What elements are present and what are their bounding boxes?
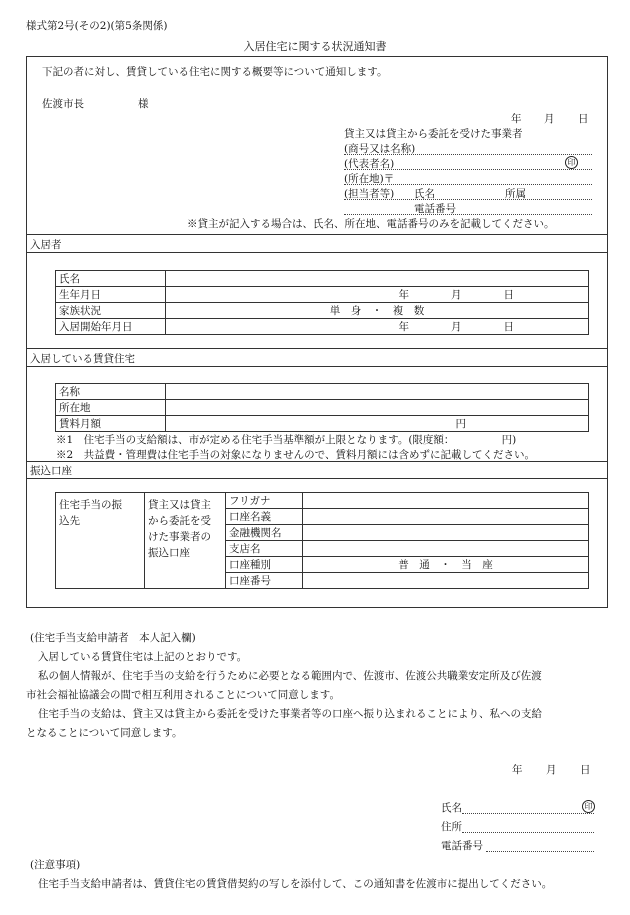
divider <box>26 234 608 235</box>
applicant-name-label: 氏名 <box>441 802 462 814</box>
bank-table <box>55 492 589 589</box>
landlord-trade-name-label: (商号又は名称) <box>344 143 416 155</box>
account-owner-line: 貸主又は貸主 <box>148 499 211 511</box>
table-row <box>56 303 589 319</box>
applicant-phone-line[interactable] <box>486 851 594 852</box>
addressee-honorific: 様 <box>138 98 149 110</box>
account-number-cell[interactable] <box>303 573 589 589</box>
resident-name-cell[interactable] <box>166 271 589 287</box>
row-label: 金融機関名 <box>226 525 303 541</box>
row-label: 所在地 <box>56 400 166 416</box>
applicant-paragraph-2b: 市社会福祉協議会の間で相互利用されることについて同意します。 <box>26 689 340 701</box>
form-number: 様式第2号(その2)(第5条関係) <box>26 20 168 32</box>
row-label: 入居開始年月日 <box>56 319 166 335</box>
divider <box>26 252 608 253</box>
applicant-address-line[interactable] <box>462 832 594 833</box>
row-label: 名称 <box>56 384 166 400</box>
seal-icon: 印 <box>565 156 578 169</box>
birthdate-cell[interactable]: 年 月 日 <box>166 287 589 303</box>
applicant-phone-label: 電話番号 <box>441 840 483 852</box>
bank-heading: 振込口座 <box>30 465 72 477</box>
housing-note-1: ※1 住宅手当の支給額は、市が定める住宅手当基準額が上限となります。(限度額： 円) <box>56 434 517 446</box>
date-year: 年 <box>511 113 522 125</box>
addressee: 佐渡市長 <box>42 98 84 110</box>
trade-name-line[interactable] <box>344 154 592 155</box>
row-label: 口座名義 <box>226 509 303 525</box>
applicant-heading: (住宅手当支給申請者 本人記入欄) <box>30 632 196 644</box>
account-owner-line: から委託を受 <box>148 515 211 527</box>
housing-name-cell[interactable] <box>166 384 589 400</box>
applicant-date-day: 日 <box>580 764 591 776</box>
applicant-date-month: 月 <box>546 764 557 776</box>
applicant-paragraph-2a: 私の個人情報が、住宅手当の支給を行うために必要となる範囲内で、佐渡市、佐渡公共職業安定所及び佐渡 <box>38 670 542 682</box>
applicant-paragraph-1: 入居している賃貸住宅は上記のとおりです。 <box>38 651 248 663</box>
landlord-contact-dept-label: 所属 <box>505 188 526 200</box>
representative-line[interactable] <box>344 169 592 170</box>
seal-icon: 印 <box>582 800 595 813</box>
applicant-date-year: 年 <box>512 764 523 776</box>
date-day: 日 <box>578 113 589 125</box>
address-line[interactable] <box>344 184 592 185</box>
resident-table <box>55 270 589 335</box>
row-label: 口座種別 <box>226 557 303 573</box>
landlord-heading: 貸主又は貸主から委託を受けた事業者 <box>344 128 523 140</box>
housing-address-cell[interactable] <box>166 400 589 416</box>
table-row <box>56 319 589 335</box>
date-month: 月 <box>544 113 555 125</box>
divider <box>26 461 608 462</box>
row-label: フリガナ <box>226 493 303 509</box>
account-holder-cell[interactable] <box>303 509 589 525</box>
document-title: 入居住宅に関する状況通知書 <box>243 40 387 53</box>
divider <box>26 478 608 479</box>
landlord-contact-name-label: 氏名 <box>414 188 435 200</box>
applicant-paragraph-3a: 住宅手当の支給は、貸主又は貸主から委託を受けた事業者等の口座へ振り込まれることにより、私への支給 <box>38 708 542 720</box>
landlord-note: ※貸主が記入する場合は、氏名、所在地、電話番号のみを記載してください。 <box>187 218 555 230</box>
landlord-representative-label: (代表者名) <box>344 158 395 170</box>
applicant-paragraph-3b: となることについて同意します。 <box>26 727 183 739</box>
table-row <box>56 384 589 400</box>
account-owner-line: けた事業者の <box>148 531 211 543</box>
divider <box>26 366 608 367</box>
row-label: 賃料月額 <box>56 416 166 432</box>
row-label: 口座番号 <box>226 573 303 589</box>
account-owner-line: 振込口座 <box>148 547 190 559</box>
landlord-address-label: (所在地)〒 <box>344 173 395 185</box>
phone-line[interactable] <box>344 214 592 215</box>
table-row <box>56 271 589 287</box>
table-row <box>56 287 589 303</box>
resident-heading: 入居者 <box>30 239 62 251</box>
applicant-address-label: 住所 <box>441 821 462 833</box>
monthly-rent-cell[interactable]: 円 <box>166 416 589 432</box>
landlord-contact-label: (担当者等) <box>344 188 395 200</box>
table-row <box>56 416 589 432</box>
payee-line: 込先 <box>59 515 80 527</box>
table-row <box>56 400 589 416</box>
payee-cell <box>56 493 145 589</box>
housing-heading: 入居している賃貸住宅 <box>30 353 135 365</box>
row-label: 生年月日 <box>56 287 166 303</box>
furigana-cell[interactable] <box>303 493 589 509</box>
account-type-cell[interactable]: 普 通 ・ 当 座 <box>303 557 589 573</box>
payee-line: 住宅手当の振 <box>59 499 122 511</box>
notes-heading: (注意事項) <box>30 859 81 871</box>
family-status-cell[interactable]: 単 身 ・ 複 数 <box>166 303 589 319</box>
applicant-name-line[interactable] <box>462 813 594 814</box>
move-in-date-cell[interactable]: 年 月 日 <box>166 319 589 335</box>
branch-name-cell[interactable] <box>303 541 589 557</box>
account-owner-cell <box>145 493 226 589</box>
intro-text: 下記の者に対し、賃貸している住宅に関する概要等について通知します。 <box>42 66 388 78</box>
contact-line[interactable] <box>344 199 592 200</box>
row-label: 支店名 <box>226 541 303 557</box>
row-label: 家族状況 <box>56 303 166 319</box>
row-label: 氏名 <box>56 271 166 287</box>
divider <box>26 348 608 349</box>
landlord-phone-label: 電話番号 <box>414 203 456 215</box>
bank-name-cell[interactable] <box>303 525 589 541</box>
notes-text: 住宅手当支給申請者は、賃貸住宅の賃貸借契約の写しを添付して、この通知書を佐渡市に提出してください。 <box>38 878 553 890</box>
housing-table <box>55 383 589 432</box>
housing-note-2: ※2 共益費・管理費は住宅手当の対象になりませんので、賃料月額には含めずに記載してください。 <box>56 449 535 461</box>
table-row <box>56 493 589 509</box>
